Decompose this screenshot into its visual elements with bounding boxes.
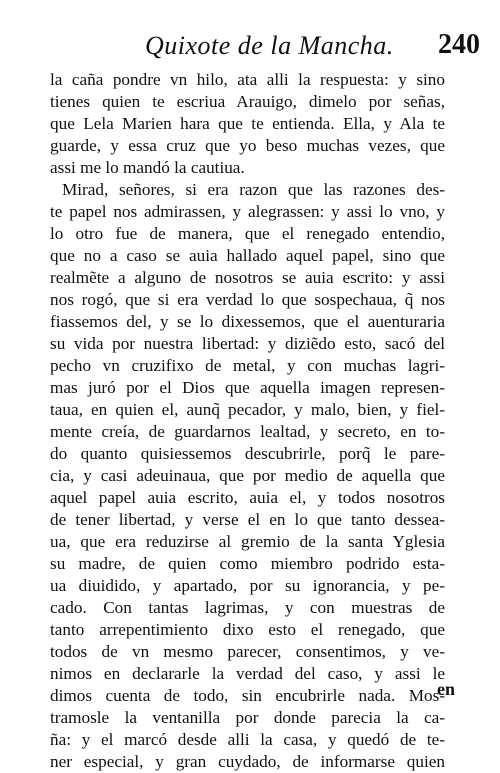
text-line: la caña pondre vn hilo, ata alli la respuesta: y sino (50, 70, 445, 89)
text-line: ña: y el marcó desde alli la casa, y quedó de te- (50, 730, 445, 749)
text-line: tramosle la ventanilla por donde parecia la ca- (50, 708, 445, 727)
text-line: mente creía, de guardarnos lealtad, y secreto, en to- (50, 422, 445, 441)
text-line: Mirad, señores, si era razon que las razones des- (62, 180, 445, 199)
text-line: ner especial, y gran cuydado, de informarse quien (50, 752, 445, 771)
running-title: Quixote de la Mancha. (145, 31, 394, 60)
text-line: todos de vn mesmo parecer, consentimos, y ve- (50, 642, 445, 661)
text-line: te papel nos admirassen, y alegrassen: y assi lo vno, y (50, 202, 445, 221)
text-line: de tener libertad, y verse el en lo que tanto dessea- (50, 510, 445, 529)
text-line: cia, y casi adeuinaua, que por medio de aquella que (50, 466, 445, 485)
text-line: nos rogó, que si era verdad lo que sospechaua, q̃ nos (50, 290, 445, 309)
text-line: ua, que era reduzirse al gremio de la santa Yglesia (50, 532, 445, 551)
text-line: tanto arrepentimiento dixo esto el renegado, que (50, 620, 445, 639)
text-line: su vida por nuestra libertad: y diziẽdo esto, sacó del (50, 334, 445, 353)
text-line: realmẽte a alguno de nosotros se auia escrito: y assi (50, 268, 445, 287)
text-line: mas juró por el Dios que aquella imagen represen- (50, 378, 445, 397)
text-line: pecho vn cruzifixo de metal, y con muchas lagri- (50, 356, 445, 375)
running-header (145, 27, 480, 73)
text-line: do quanto quisiessemos descubrirle, porq̃ le pare- (50, 444, 445, 463)
text-line: que Lela Marien hara que te entienda. Ella, y Ala te (50, 114, 445, 133)
catchword: en (437, 679, 455, 699)
text-block (50, 69, 445, 773)
text-line: su madre, de quien como miembro podrido esta- (50, 554, 445, 573)
text-line: fiassemos del, y se lo dixessemos, que el auenturaria (50, 312, 445, 331)
text-line: dimos cuenta de todo, sin encubrirle nada. Mos- (50, 686, 445, 705)
text-line: nimos en declararle la verdad del caso, y assi le (50, 664, 445, 683)
text-line: lo otro fue de manera, que el renegado entendio, (50, 224, 445, 243)
text-line: taua, en quien el, aunq̃ pecador, y malo, bien, y fiel- (50, 400, 445, 419)
text-line: guarde, y essa cruz que yo beso muchas vezes, que (50, 136, 445, 155)
text-line: aquel papel auia escrito, auia el, y todos nosotros (50, 488, 445, 507)
text-line: ua diuidido, y apartado, por su ignorancia, y pe- (50, 576, 445, 595)
text-line: tienes quien te escriua Arauigo, dimelo por señas, (50, 92, 445, 111)
text-line: assi me lo mandó la cautiua. (50, 158, 245, 177)
page-number: 240 (438, 29, 480, 60)
text-line: que no a caso se auia hallado aquel papel, sino que (50, 246, 445, 265)
text-line: cado. Con tantas lagrimas, y con muestras de (50, 598, 445, 617)
